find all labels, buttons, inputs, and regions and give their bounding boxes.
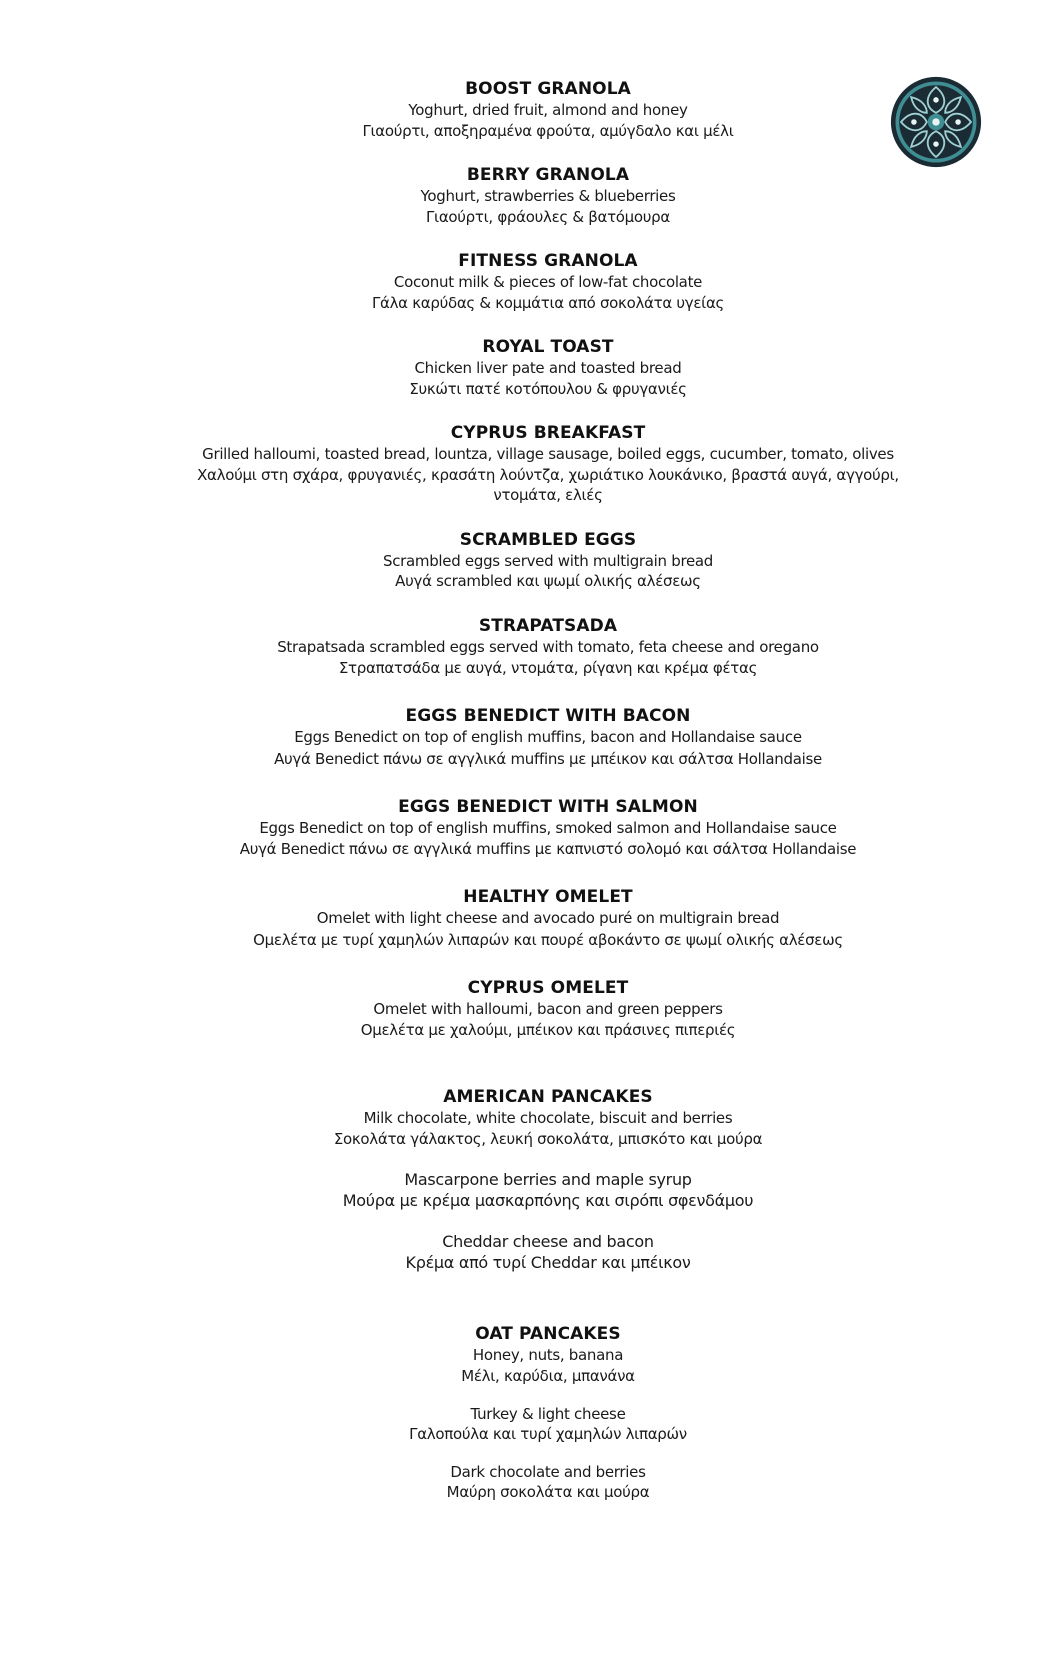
menu-item-cyprus-breakfast (0, 422, 1040, 506)
item-description-gr: Αυγά Benedict πάνω σε αγγλικά muffins με μπέικον και σάλτσα Hollandaise (274, 749, 822, 768)
item-title: HEALTHY OMELET (463, 887, 633, 907)
option-gr: Μούρα με κρέμα μασκαρπόνης και σιρόπι σφενδάμου (342, 1191, 754, 1210)
option-en: Cheddar cheese and bacon (442, 1232, 654, 1251)
option-en: Milk chocolate, white chocolate, biscuit and berries (363, 1109, 733, 1127)
item-title: BOOST GRANOLA (465, 79, 631, 99)
menu-item-healthy-omelet (0, 886, 1040, 952)
menu-item-scrambled-eggs (0, 529, 1040, 592)
item-description-en: Omelet with halloumi, bacon and green peppers (373, 999, 723, 1018)
menu-item-strapatsada (0, 615, 1040, 681)
menu-item-eggs-benedict-salmon (0, 796, 1040, 862)
item-title: EGGS BENEDICT WITH BACON (405, 706, 691, 726)
item-title: CYPRUS BREAKFAST (450, 423, 646, 443)
item-description-gr: Αυγά scrambled και ψωμί ολικής αλέσεως (395, 572, 701, 590)
item-title: SCRAMBLED EGGS (459, 529, 637, 550)
item-description-gr: Γιαούρτι, φράουλες & βατόμουρα (425, 207, 670, 226)
menu-list (0, 78, 1040, 1502)
option-gr: Σοκολάτα γάλακτος, λευκή σοκολάτα, μπισκότο και μούρα (333, 1129, 763, 1148)
item-description-gr: Ομελέτα με χαλούμι, μπέικον και πράσινες πιπεριές (360, 1021, 736, 1039)
item-description-en: Yoghurt, dried fruit, almond and honey (408, 101, 688, 119)
item-description-en: Scrambled eggs served with multigrain bread (382, 551, 714, 570)
item-description-gr: Ομελέτα με τυρί χαμηλών λιπαρών και πουρέ αβοκάντο σε ψωμί ολικής αλέσεως (253, 930, 843, 949)
item-description-gr: Χαλούμι στη σχάρα, φρυγανιές, κρασάτη λούντζα, χωριάτικο λουκάνικο, βραστά αυγά, αγγούρι, (197, 465, 899, 484)
menu-item-royal-toast (0, 336, 1040, 399)
menu-item-oat-pancakes (0, 1323, 1040, 1502)
item-title: FITNESS GRANOLA (458, 251, 638, 271)
pancake-option (0, 1108, 1040, 1149)
pancake-option (0, 1231, 1040, 1273)
option-gr: Κρέμα από τυρί Cheddar και μπέικον (405, 1253, 691, 1272)
item-description-gr: Συκώτι πατέ κοτόπουλου & φρυγανιές (409, 379, 687, 398)
pancake-option (0, 1404, 1040, 1444)
item-description-en: Eggs Benedict on top of english muffins, smoked salmon and Hollandaise sauce (259, 818, 837, 837)
menu-item-american-pancakes (0, 1086, 1040, 1273)
item-description-gr: Γάλα καρύδας & κομμάτια από σοκολάτα υγείας (371, 293, 725, 312)
menu-item-boost-granola (0, 78, 1040, 141)
option-gr: Γαλοπούλα και τυρί χαμηλών λιπαρών (409, 1425, 687, 1443)
item-description-en: Strapatsada scrambled eggs served with tomato, feta cheese and oregano (277, 637, 819, 656)
option-en: Mascarpone berries and maple syrup (404, 1170, 692, 1189)
pancake-option (0, 1169, 1040, 1211)
item-description-en: Yoghurt, strawberries & blueberries (420, 187, 676, 205)
item-title: CYPRUS OMELET (467, 977, 629, 998)
pancake-option (0, 1345, 1040, 1386)
item-title: STRAPATSADA (478, 615, 618, 636)
option-en: Turkey & light cheese (470, 1405, 626, 1423)
option-gr: Μαύρη σοκολάτα και μούρα (446, 1483, 650, 1501)
item-description-gr: Αυγά Benedict πάνω σε αγγλικά muffins με καπνιστό σολομό και σάλτσα Hollandaise (239, 840, 857, 858)
option-en: Dark chocolate and berries (450, 1463, 646, 1481)
item-description-gr-continued: ντομάτα, ελιές (493, 486, 603, 504)
menu-item-cyprus-omelet (0, 977, 1040, 1043)
item-title: AMERICAN PANCAKES (443, 1087, 653, 1107)
item-title: OAT PANCAKES (475, 1324, 621, 1344)
item-description-en: Chicken liver pate and toasted bread (414, 359, 682, 377)
menu-item-eggs-benedict-bacon (0, 705, 1040, 771)
menu-item-fitness-granola (0, 250, 1040, 313)
pancake-option (0, 1462, 1040, 1502)
item-description-en: Eggs Benedict on top of english muffins, bacon and Hollandaise sauce (294, 728, 802, 746)
menu-item-berry-granola (0, 164, 1040, 227)
item-description-en: Coconut milk & pieces of low-fat chocolate (393, 273, 703, 291)
item-description-en: Grilled halloumi, toasted bread, lountza, village sausage, boiled eggs, cucumber, tomato, olives (202, 445, 894, 463)
item-description-gr: Γιαούρτι, αποξηραμένα φρούτα, αμύγδαλο και μέλι (362, 121, 734, 140)
item-title: ROYAL TOAST (482, 337, 614, 357)
item-description-gr: Στραπατσάδα με αυγά, ντομάτα, ρίγανη και κρέμα φέτας (338, 659, 758, 677)
item-description-en: Omelet with light cheese and avocado puré on multigrain bread (316, 909, 780, 927)
item-title: EGGS BENEDICT WITH SALMON (398, 796, 698, 817)
option-en: Honey, nuts, banana (472, 1346, 624, 1364)
item-title: BERRY GRANOLA (466, 165, 630, 185)
option-gr: Μέλι, καρύδια, μπανάνα (461, 1366, 635, 1385)
